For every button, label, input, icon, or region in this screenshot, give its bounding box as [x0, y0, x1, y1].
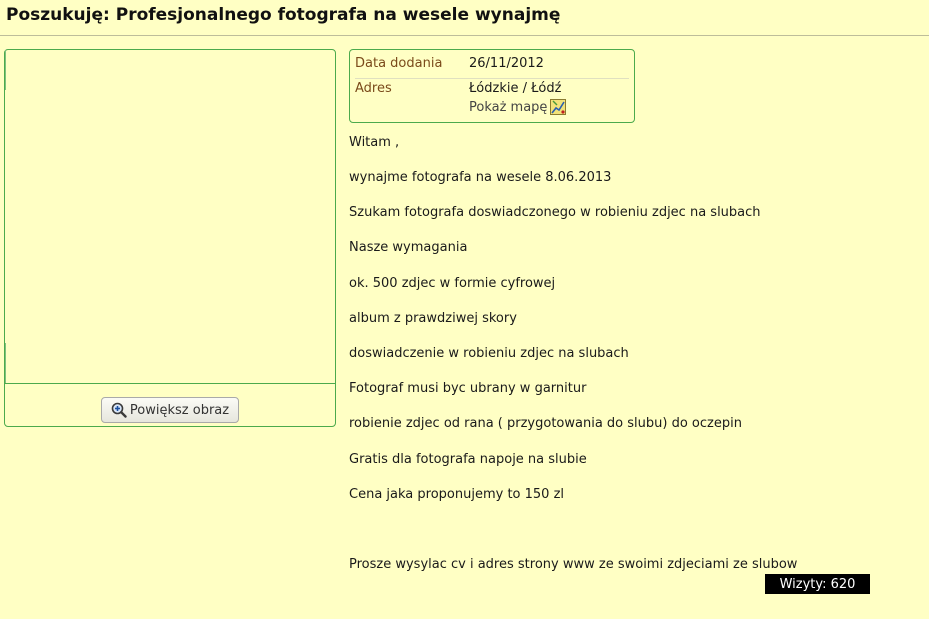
enlarge-image-button[interactable]	[101, 397, 239, 423]
description-line: Witam ,	[349, 135, 400, 150]
description-line: robienie zdjec od rana ( przygotowania do slubu) do oczepin	[349, 416, 742, 431]
show-map-label: Pokaż mapę	[469, 99, 548, 115]
show-map-link[interactable]	[469, 99, 566, 115]
image-edge-mark	[5, 343, 6, 383]
description-line: album z prawdziwej skory	[349, 311, 517, 326]
description-line: Prosze wysylac cv i adres strony www ze swoimi zdjeciami ze slubow	[349, 557, 798, 572]
description-line: Gratis dla fotografa napoje na slubie	[349, 452, 587, 467]
description-line: doswiadczenie w robieniu zdjec na slubach	[349, 346, 629, 361]
listing-image[interactable]	[5, 50, 335, 384]
address-value: Łódzkie / Łódź	[469, 81, 562, 96]
zoom-in-icon	[111, 402, 127, 418]
description-line: Cena jaka proponujemy to 150 zl	[349, 487, 565, 502]
image-panel	[4, 49, 336, 427]
description-line: Szukam fotografa doswiadczonego w robieniu zdjec na slubach	[349, 205, 761, 220]
map-icon	[550, 99, 566, 115]
image-edge-mark	[5, 50, 6, 90]
page-title: Poszukuję: Profesjonalnego fotografa na wesele wynajmę	[6, 5, 561, 25]
details-panel	[349, 49, 635, 123]
date-row	[355, 56, 629, 79]
address-label: Adres	[355, 81, 392, 96]
date-value: 26/11/2012	[469, 56, 544, 71]
enlarge-button-label: Powiększ obraz	[129, 402, 230, 418]
description-line: wynajme fotografa na wesele 8.06.2013	[349, 170, 612, 185]
visits-counter-badge: Wizyty: 620	[765, 574, 870, 594]
date-label: Data dodania	[355, 56, 443, 71]
title-bar	[0, 0, 929, 36]
description-line: Fotograf musi byc ubrany w garnitur	[349, 381, 587, 396]
description-line: ok. 500 zdjec w formie cyfrowej	[349, 276, 556, 291]
description-line: Nasze wymagania	[349, 240, 468, 255]
